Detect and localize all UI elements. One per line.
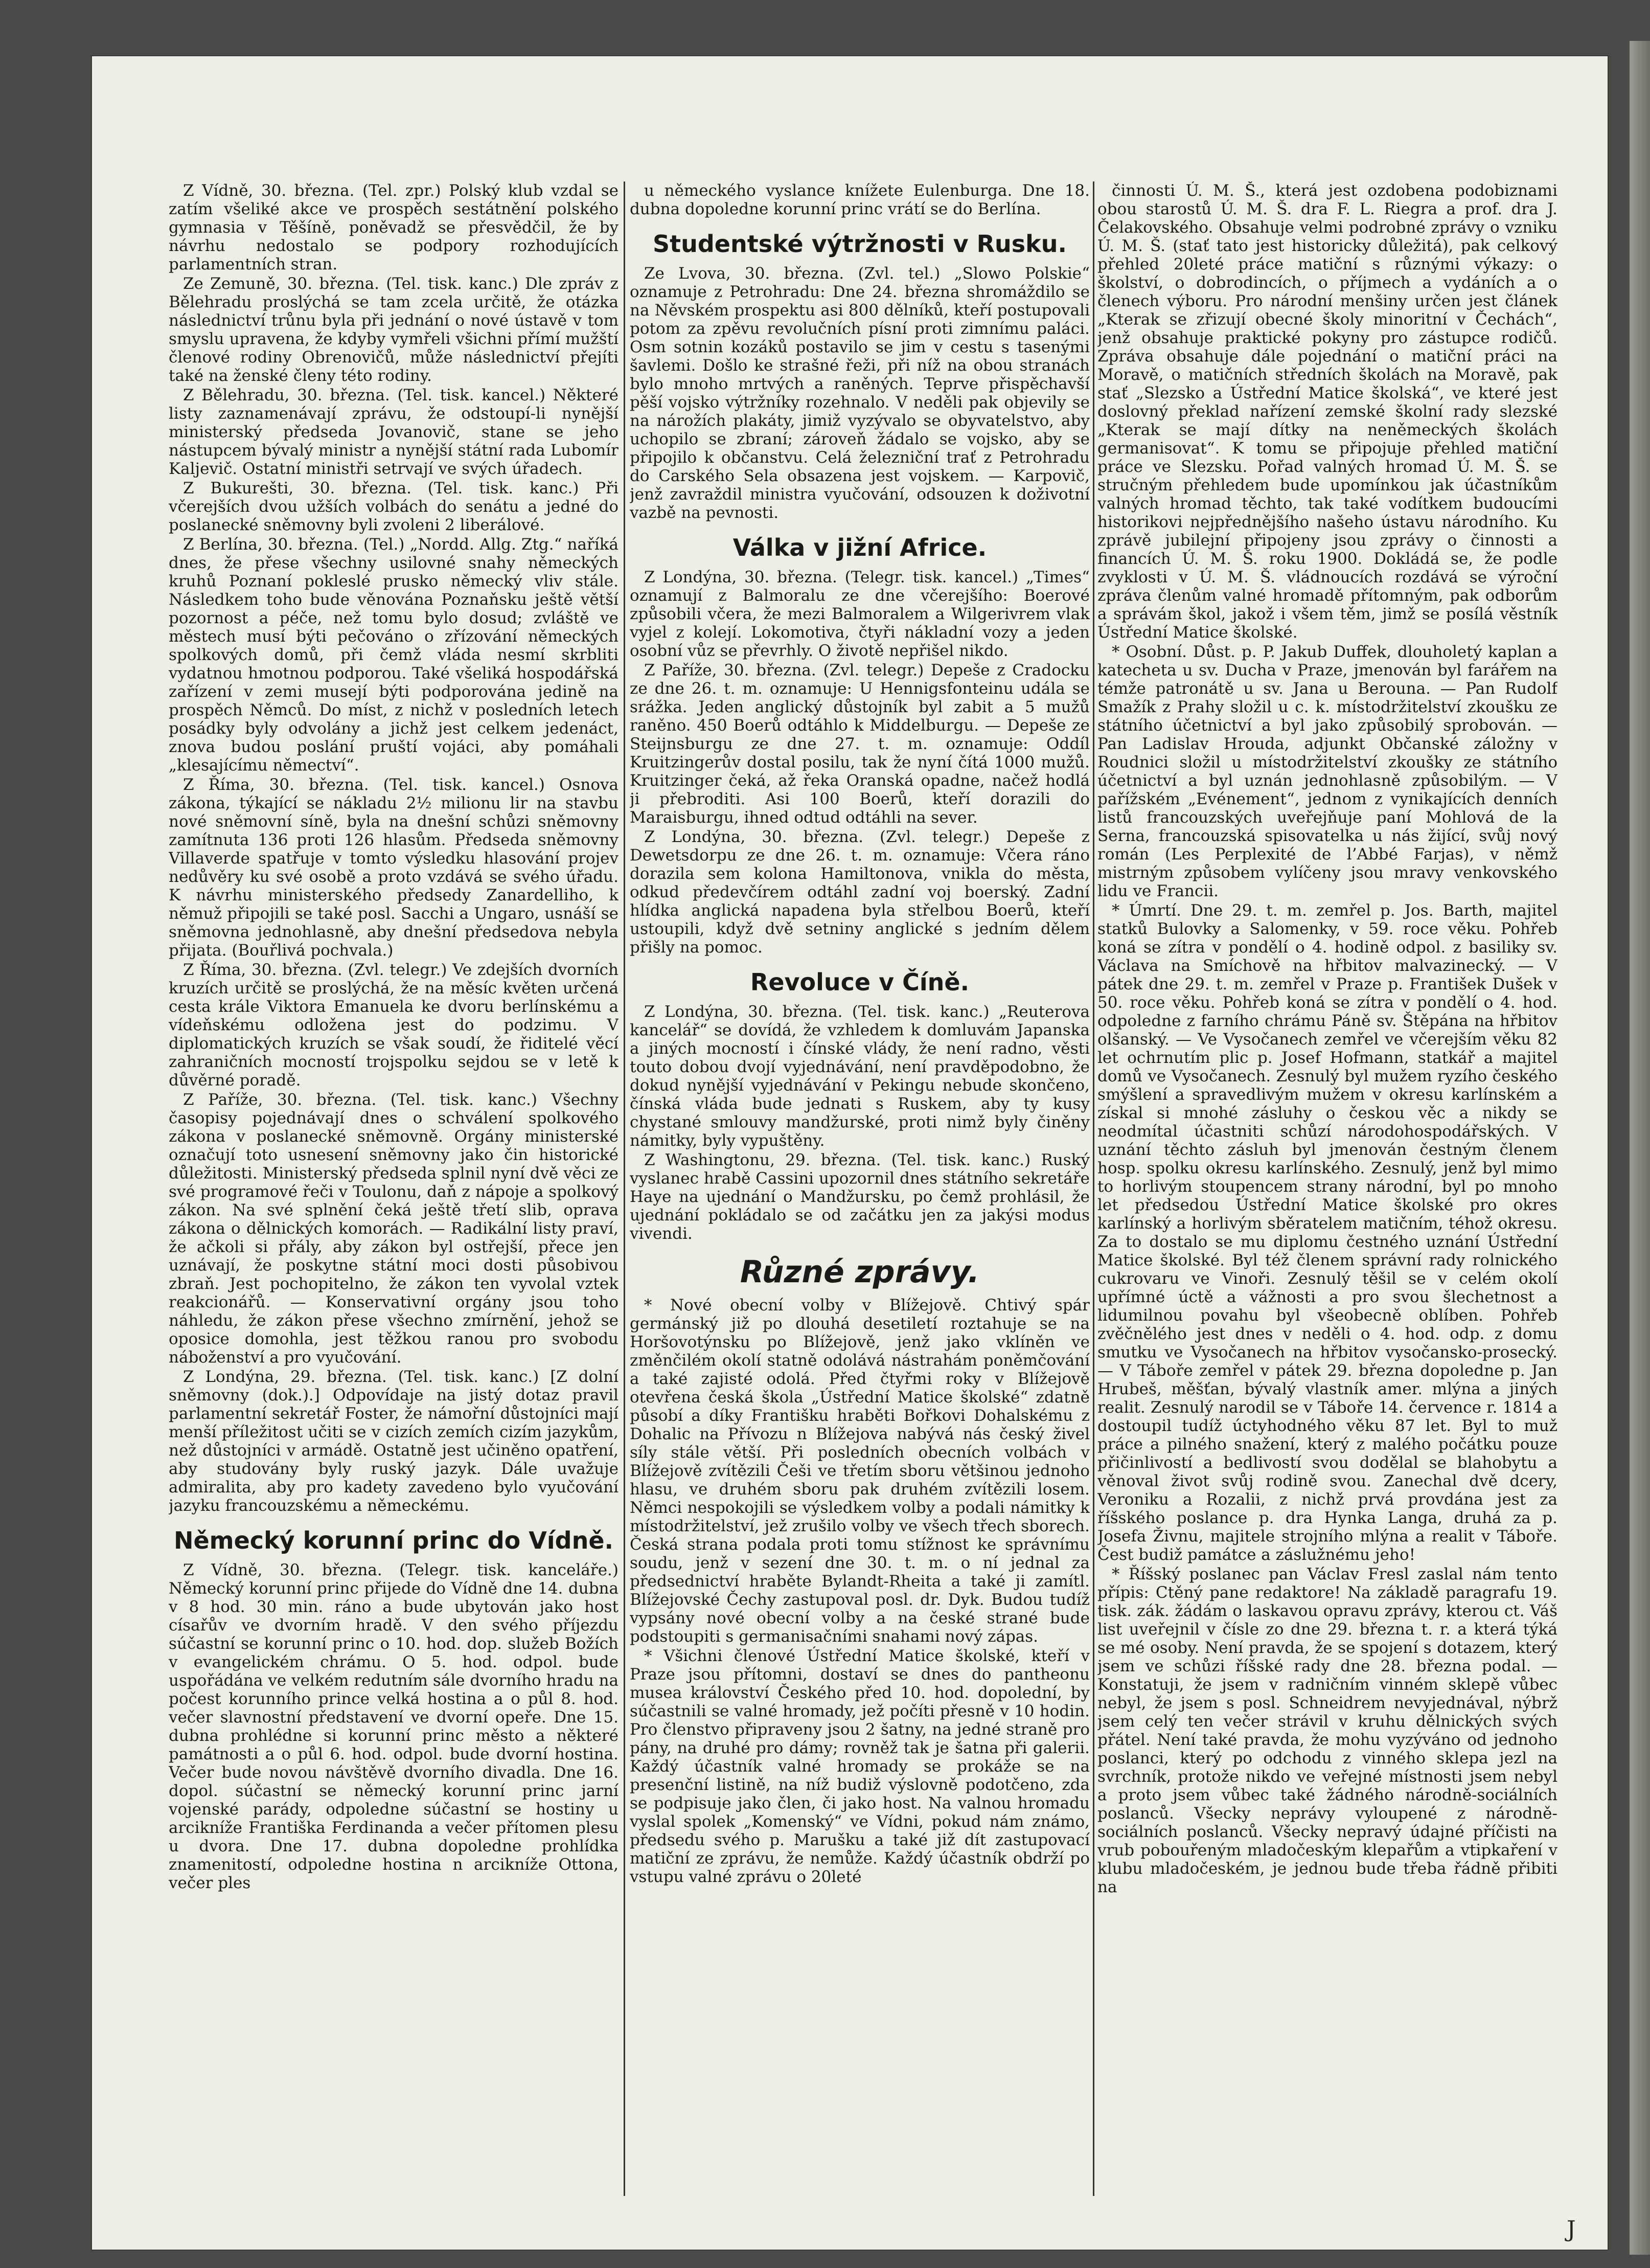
article-paragraph: * Říšský poslanec pan Václav Fresl zaslal nám tento přípis: Ctěný pane redaktore! Na základě paragrafu 19. tisk. zák. žádám o laskavou opravu zprávy, kterou ct. Váš list uveřejnil v čísle zo dne 29. března t. r. a která týká se mé osoby. Není pravda, že se spojení s dotazem, který jsem ve schůzi říšské rady dne 28. března podal. — Konstatuji, že jsem v radničním vinném sklepě vůbec nebyl, že jsem s posl. Schneidrem nevyjednával, nýbrž jsem celý ten večer strávil v kruhu dělnických svých přátel. Není také pravda, že mohu vyzýváno od jednoho poslanci, který po odchodu z vinného sklepa jezl na svrchník, protože nikdo ve veřejné místnosti jsem nebyl a proto jsem vůbec také žádného národně-sociálních poslanců. Všecky neprávy vyloupené z národně-sociálních poslanců. Všecky nepravý údajné příčisti na vrub pobouřeným mladočeským klepařům a vtipkaření v klubu mladočeském, je jednou bude třeba řádně přibiti na [1097, 1565, 1557, 1896]
section-heading: Studentské výtržnosti v Rusku. [653, 230, 1067, 258]
column-3 [1097, 182, 1557, 2196]
article-paragraph: * Nové obecní volby v Blížejově. Chtivý spár germánský již po dlouhá desetiletí roztahuje se na Horšovotýnsku po Blížejově, jenž jako vklíněn ve změnčilém okolí statně odolává nástrahám poněmčování a také zajisté odolá. Před čtyřmi roky v Blížejově otevřena česká škola „Ústřední Matice školské“ zdatně působí a díky Františku hraběti Bořkovi Dohalskému z Dohalic na Přívozu n Blížejova nabývá nás český živel síly stále větší. Při posledních obecních volbách v Blížejově zvítězili Češi ve třetím sboru většinou jednoho hlasu, ve druhém sboru pak druhém zvítězili losem. Němci nespokojili se výsledkem volby a podali námitky k místodržitelství, jež zrušilo volby ve všech třech sborech. Česká strana podala proti tomu stížnost ke správnímu soudu, jenž v sezení dne 30. t. m. o ní jednal za předsednictví hraběte Bylandt-Rheita a také ji zamítl. Blížejovské Čechy zastupoval posl. dr. Dyk. Budou tudíž vypsány nové obecní volby a na české strané bude podstoupiti s germanisačními snahami nový zápas. [630, 1296, 1090, 1646]
article-paragraph: * Úmrtí. Dne 29. t. m. zemřel p. Jos. Barth, majitel statků Bulovky a Salomenky, v 59. roce věku. Pohřeb koná se zítra v pondělí o 4. hodině odpol. z basiliky sv. Václava na Smíchově na hřbitov malvazinecký. — V pátek dne 29. t. m. zemřel v Praze p. František Dušek v 50. roce věku. Pohřeb koná se zítra v pondělí o 4. hod. odpoledne z farního chrámu Páně sv. Štěpána na hřbitov olšanský. — Ve Vysočanech zemřel ve včerejším věku 82 let ochrnutím plic p. Josef Hofmann, statkář a majitel domů ve Vysočanech. Zesnulý byl mužem ryzího českého smýšlení a spravedlivým mužem v okresu karlínském a získal si mnohé zásluhy o českou věc a nikdy se neodmítal účastniti schůzí národohospodářských. V uznání těchto zásluh byl jmenován čestným členem hosp. spolku okresu karlínského. Zesnulý, jenž byl mimo to horlivým stoupencem strany národní, byl po mnoho let předsedou Ústřední Matice školské pro okres karlínský a horlivým sběratelem matičním, téhož okresu. Za to dostalo se mu diplomu čestného uznání Ústřední Matice školské. Byl též členem správní rady rolnického cukrovaru ve Vinoři. Zesnulý těšil se v celém okolí upřímné úctě a vážnosti a pro svou šlechetnost a lidumilnou povahu byl všeobecně oblíben. Pohřeb zvěčnělého jest dnes v neděli o 4. hod. odp. z domu smutku ve Vysočanech na hřbitov vysočansko-prosecký. — V Táboře zemřel v pátek 29. března dopoledne p. Jan Hrubeš, měšťan, bývalý vlastník amer. mlýna a jiných realit. Zesnulý narodil se v Táboře 14. července r. 1814 a dostoupil tudíž úctyhodného věku 87 let. Byl to muž práce a pilného snažení, který z malého počátku pouze přičinlivostí a bedlivostí svou dodělal se blahobytu a věnoval život svůj rodině svou. Zanechal dvě dcery, Veroniku a Rozalii, z nichž prvá provdána jest za říšského poslance p. dra Hynka Langa, druhá za p. Josefa Živnu, majitele strojního mlýna a realit v Táboře. Čest budiž památce a záslužnému jeho! [1097, 901, 1557, 1564]
page-edge [1630, 41, 1650, 2255]
section-heading: Válka v jižní Africe. [732, 534, 987, 561]
article-paragraph: Z Říma, 30. března. (Tel. tisk. kancel.) Osnova zákona, týkající se nákladu 2½ milionu lir na stavbu nové sněmovní síně, byla na dnešní schůzi sněmovny zamítnuta 136 proti 126 hlasům. Předseda sněmovny Villaverde spatřuje v tomto výsledku hlasování projev nedůvěry ku své osobě a proto vzdává se svého úřadu. K návrhu ministerského předsedy Zanardelliho, k němuž připojili se také posl. Sacchi a Ungaro, usnáší se sněmovna jednohlasně, aby dnešní předsedova nebyla přijata. (Bouřlivá pochvala.) [169, 776, 618, 960]
article-paragraph: Z Vídně, 30. března. (Tel. zpr.) Polský klub vzdal se zatím všeliké akce ve prospěch sestátnění polského gymnasia v Těšíně, poněvadž se přesvědčil, že by návrhu nedostalo se podpory rozhodujících parlamentních stran. [169, 182, 618, 274]
article-paragraph: Z Londýna, 30. března. (Telegr. tisk. kancel.) „Times“ oznamují z Balmoralu ze dne včerejšího: Boerové způsobili včera, že mezi Balmoralem a Wilgerivrem vlak vyjel z kolejí. Lokomotiva, čtyři nákladní vozy a jeden osobní vůz se převrhly. O životě nepřišel nikdo. [630, 568, 1090, 660]
page-mark: J [1567, 2216, 1576, 2242]
column-rule-1 [624, 182, 625, 2196]
article-paragraph: Z Londýna, 29. března. (Tel. tisk. kanc.) [Z dolní sněmovny (dok.).] Odpovídaje na jistý dotaz pravil parlamentní sekretář Foster, že námořní důstojníci mají menší příležitost učiti se v cizích zemích cizím jazykům, než důstojníci v armádě. Ostatně jest učiněno opatření, aby studovány byly ruský jazyk. Dále uvažuje admiralita, aby pro kadety zavedeno bylo vyučování jazyku francouzskému a německému. [169, 1368, 618, 1515]
article-paragraph: Z Londýna, 30. března. (Zvl. telegr.) Depeše z Dewetsdorpu ze dne 26. t. m. oznamuje: Včera ráno dorazila sem kolona Hamiltonova, vnikla do města, odkud předevčírem odtáhl zadní voj boerský. Zadní hlídka anglická napadena byla střelbou Boerů, kteří ustoupili, když dvě setniny anglické s jedním dělem přišly na pomoc. [630, 828, 1090, 957]
article-paragraph: Z Washingtonu, 29. března. (Tel. tisk. kanc.) Ruský vyslanec hrabě Cassini upozornil dnes státního sekretáře Haye na ujednání o Mandžursku, po čemž prohlásil, že ujednání pokládalo se od začátku jen za jakýsi modus vivendi. [630, 1151, 1090, 1243]
column-2 [630, 182, 1090, 2196]
article-paragraph: Ze Lvova, 30. března. (Zvl. tel.) „Slowo Polskie“ oznamuje z Petrohradu: Dne 24. března shromáždilo se na Něvském prospektu asi 800 dělníků, kteří postupovali potom za zpěvu revolučních písní proti zimnímu paláci. Osm sotnin kozáků postavilo se jim v cestu s tasenými šavlemi. Došlo ke strašné řeži, při níž na obou stranách bylo mnoho mrtvých a raněných. Teprve přispěchavší pěší vojsko výtržníky rozehnalo. V neděli pak objevily se na nárožích plakáty, jimiž vyzývalo se obyvatelstvo, aby uchopilo se zbraní; zároveň žádalo se vojsko, aby se připojilo k občanstvu. Celá železniční trať z Petrohradu do Carského Sela obsazena jest vojskem. — Karpovič, jenž zavraždil ministra vyučování, odsouzen k doživotní vazbě na pevnosti. [630, 264, 1090, 522]
article-paragraph: Z Říma, 30. března. (Zvl. telegr.) Ve zdejších dvorních kruzích určitě se proslýchá, že na měsíc květen určená cesta krále Viktora Emanuela ke dvoru berlínskému a vídeňskému odložena jest do podzimu. V diplomatických kruzích se však soudí, že řiditelé věcí zahraničních mocností trojspolku sejdou se v letě k důvěrné poradě. [169, 961, 618, 1090]
article-paragraph: Z Bukurešti, 30. března. (Tel. tisk. kanc.) Při včerejších dvou užších volbách do senátu a jedné do poslanecké sněmovny byli zvoleni 2 liberálové. [169, 479, 618, 534]
section-heading: Německý korunní princ do Vídně. [173, 1527, 614, 1554]
article-paragraph: Z Paříže, 30. března. (Tel. tisk. kanc.) Všechny časopisy pojednávají dnes o schválení spolkového zákona v poslanecké sněmovně. Orgány ministerské označují toto usnesení sněmovny jako čin historické důležitosti. Ministerský předseda splnil nyní dvě věci ze své programové řeči v Toulonu, daň z nápoje a spolkový zákon. Na své splnění čeká ještě třetí slib, oprava zákona o dělnických komorách. — Radikální listy praví, že ačkoli si přály, aby zákon byl ostřejší, přece jen uznávají, že poskytne státní moci dosti působivou zbraň. Jest pochopitelno, že zákon ten vyvolal vztek reakcionářů. — Konservativní orgány jsou toho náhledu, že zákon přese všechno zmírnění, jehož se oposice domohla, jest těžkou ranou pro svobodu náboženství a pro vyučování. [169, 1091, 618, 1367]
article-paragraph: Z Bělehradu, 30. března. (Tel. tisk. kancel.) Některé listy zaznamenávají zprávu, že odstoupí-li nynější ministerský předseda Jovanovič, stane se jeho nástupcem bývalý ministr a nynější státní rada Lubomír Kaljevič. Ostatní ministři setrvají ve svých úřadech. [169, 386, 618, 478]
column-rule-2 [1093, 182, 1094, 2196]
article-paragraph: * Všichni členové Ústřední Matice školské, kteří v Praze jsou přítomni, dostaví se dnes do pantheonu musea království Českého před 10. hod. dopolední, by súčastnili se valné hromady, jež počíti přesně v 10 hodin. Pro členstvo připraveny jsou 2 šatny, na jedné straně pro pány, na druhé pro dámy; rovněž tak je šatna při galerii. Každý účastník valné hromady se prokáže se na presenční listině, na níž budiž výslovně podotčeno, zda se podpisuje jako člen, či jako host. Na valnou hromadu vyslal spolek „Komenský“ ve Vídni, pokud nám známo, předsedu svého p. Marušku a také již dít zastupovací matiční ze zprávu, že nemůže. Každý účastník obdrží po vstupu valné zprávu o 20leté [630, 1647, 1090, 1886]
article-paragraph: Z Londýna, 30. března. (Tel. tisk. kanc.) „Reuterova kancelář“ se dovídá, že vzhledem k domluvám Japanska a jiných mocností i čínské vlády, že není radno, věsti touto dobou dvojí vyjednávání, není pravděpodobno, že dokud nynější vyjednávání v Pekingu nebude skončeno, čínská vláda bude jednati s Ruskem, aby ty kusy chystané smlouvy mandžurské, proti nimž byly činěny námitky, byly vypuštěny. [630, 1003, 1090, 1150]
section-heading: Revoluce v Číně. [750, 968, 970, 996]
article-paragraph: u německého vyslance knížete Eulenburga. Dne 18. dubna dopoledne korunní princ vrátí se do Berlína. [630, 182, 1090, 218]
article-paragraph: Z Berlína, 30. března. (Tel.) „Nordd. Allg. Ztg.“ naříká dnes, že přese všechny usilovné snahy německých kruhů Poznaní pokleslé prusko německý vliv stále. Následkem toho bude věnována Poznaňsku ještě větší pozornost a péče, než tomu bylo dosud; zvláště ve městech musí býti pečováno o zřízování německých spolkových domů, při čemž vláda nesmí skrbliti vydatnou hmotnou podporou. Také všeliká hospodářská zařízení v zemi musejí býti podporována jedině na prospěch Němců. Do míst, z nichž v posledních letech posádky byly odvolány a jichž jest celkem jedenáct, znova budou poslání pruští vojáci, aby pomáhali „klesajícímu němectví“. [169, 535, 618, 775]
article-paragraph: Z Paříže, 30. března. (Zvl. telegr.) Depeše z Cradocku ze dne 26. t. m. oznamuje: U Hennigsfonteinu udála se srážka. Jeden anglický důstojník byl zabit a 5 mužů raněno. 450 Boerů odtáhlo k Middelburgu. — Depeše ze Steijnsburgu ze dne 27. t. m. oznamuje: Oddíl Kruitzingerův dostal posilu, tak že nyní čítá 1000 mužů. Kruitzinger čeká, až řeka Oranská opadne, načež hodlá ji přebroditi. Asi 100 Boerů, kteří dorazili do Maraisburgu, ihned odtud odtáhli na sever. [630, 661, 1090, 827]
column-1 [169, 182, 618, 2196]
article-paragraph: Ze Zemuně, 30. března. (Tel. tisk. kanc.) Dle zpráv z Bělehradu proslýchá se tam zcela určitě, že otázka následnictví trůnu byla při jednání o nové ústavě v tom smyslu upravena, že kdyby vymřeli všichni přímí mužští členové rodiny Obrenovičů, může následnictví přejíti také na ženské členy této rodiny. [169, 275, 618, 385]
article-paragraph: Z Vídně, 30. března. (Telegr. tisk. kanceláře.) Německý korunní princ přijede do Vídně dne 14. dubna v 8 hod. 30 min. ráno a bude ubytován jako host císařův ve dvorním hradě. V den svého příjezdu súčastní se korunní princ o 10. hod. dop. služeb Božích v evangelickém chrámu. O 5. hod. odpol. bude uspořádána ve velkém redutním sále dvorního hradu na počest korunního prince velká hostina a o půl 8. hod. večer slavnostní představení ve dvorní opeře. Dne 15. dubna prohlédne si korunní princ město a některé památnosti a o půl 6. hod. odpol. bude dvorní hostina. Večer bude novou návštěvě dvorního divadla. Dne 16. dopol. súčastní se německý korunní princ jarní vojenské parády, odpoledne súčastní se hostiny u arcikníže Františka Ferdinanda a večer přítomen plesu u dvora. Dne 17. dubna dopoledne prohlídka znamenitostí, odpoledne hostina n arcikníže Ottona, večer ples [169, 1561, 618, 1892]
article-paragraph: činnosti Ú. M. Š., která jest ozdobena podobiznami obou starostů Ú. M. Š. dra F. L. Riegra a prof. dra J. Čelakovského. Obsahuje velmi podrobné zprávy o vzniku Ú. M. Š. (stať tato jest historicky důležitá), pak celkový přehled 20leté práce matiční s různými výkazy: o školství, o dobrodincích, o příjmech a vydáních a o členech výboru. Pro národní menšiny určen jest článek „Kterak se zřizují obecné školy minoritní v Čechách“, jenž obsahuje praktické pokyny pro zástupce rodičů. Zpráva obsahuje dále pojednání o matiční práci na Moravě, o matičních středních školách na Moravě, pak stať „Slezsko a Ústřední Matice školská“, ve které jest doslovný překlad nařízení zemské školní rady slezské „Kterak se mají dítky na neněmeckých školách germanisovat“. K tomu se připojuje přehled matiční práce ve Slezsku. Pořad valných hromad Ú. M. Š. se stručným přehledem bude upomínkou jak účastníkům valných hromad těchto, tak také vodítkem budoucími historikovi nejpřednějšího našeho ústavu národního. Ku zprávě jubilejní připojeny jsou zprávy o činnosti a financích Ú. M. Š. roku 1900. Dokládá se, že podle zvyklosti v Ú. M. Š. vládnoucích rozdává se výroční zpráva členům valné hromadě přítomným, pak odborům a správám škol, jakož i všem těm, jimž se posílá věstník Ústřední Matice školské. [1097, 182, 1557, 642]
section-heading: Různé zprávy. [740, 1254, 980, 1290]
article-paragraph: * Osobní. Důst. p. P. Jakub Duffek, dlouholetý kaplan a katecheta u sv. Ducha v Praze, jmenován byl farářem na témže patronátě u sv. Jana u Berouna. — Pan Rudolf Smažík z Prahy složil u c. k. místodržitelství zkoušku ze státního účetnictví a byl jako způsobilý sprobován. — Pan Ladislav Hrouda, adjunkt Občanské záložny v Roudnici složil u místodržitelství zkoušky ze státního účetnictví a byl uznán jednohlasně způsobilým. — V pařížském „Evénement“, jednom z vynikajících denních listů francouzských uveřejňuje paní Mohlová de la Serna, francouzská spisovatelka u nás žijící, svůj nový román (Les Perplexité de l’Abbé Farjas), v němž mistrným způsobem vylíčeny jsou mravy venkovského lidu ve Francii. [1097, 643, 1557, 900]
